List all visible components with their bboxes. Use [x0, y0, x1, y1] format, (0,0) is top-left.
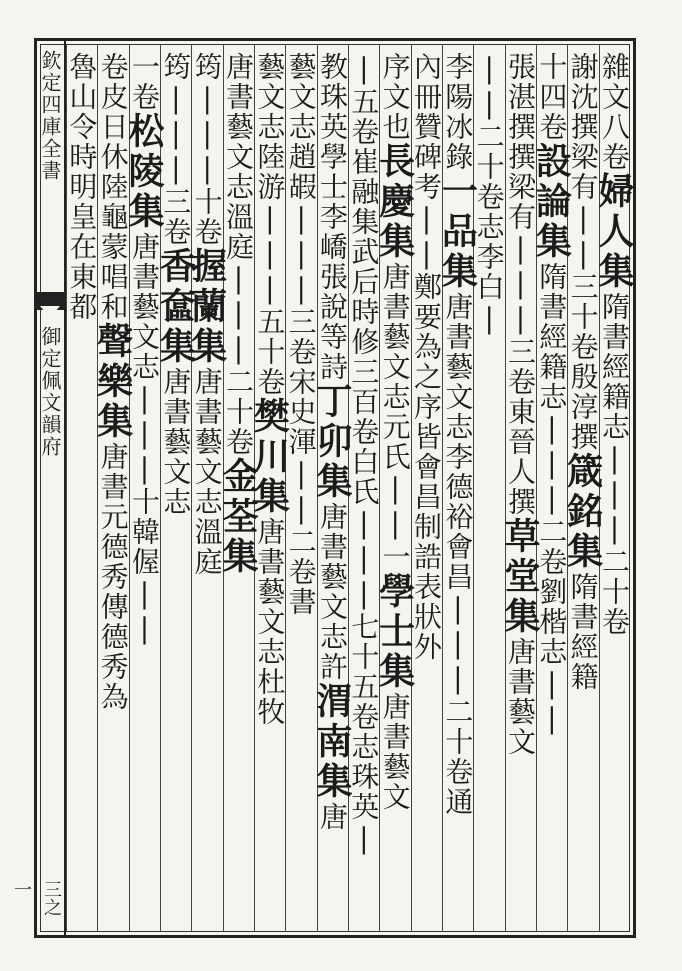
text-segment: 隋書經籍志|||二卷劉楷 — [535, 262, 569, 637]
title-heading: 箴銘集 — [561, 452, 604, 572]
text-segment: 書 — [284, 587, 318, 617]
text-segment: 唐書藝文 — [378, 692, 412, 812]
text-segment: 教珠英學士李嶠張說等詩 — [315, 52, 349, 382]
text-segment: 唐書藝文志杜牧 — [253, 517, 287, 727]
text-segment: 唐書藝文志 — [159, 367, 193, 517]
title-heading: 松陵集 — [122, 112, 165, 232]
title-heading: 草堂集 — [498, 517, 541, 637]
text-column — [122, 44, 165, 932]
text-segment: 唐書元德秀傳德秀為 — [96, 442, 130, 712]
text-segment: 唐書藝文志溫庭 — [190, 367, 224, 577]
text-column — [436, 44, 479, 932]
text-column — [310, 44, 353, 932]
text-column — [498, 44, 541, 932]
text-segment: 藝文志陸游|||五十卷 — [253, 52, 287, 397]
title-heading: 一品集 — [436, 172, 479, 292]
text-segment: 筠|||三卷 — [159, 52, 193, 247]
title-heading: 丁卯集 — [310, 382, 353, 502]
text-segment: 李陽冰錄 — [441, 52, 475, 172]
title-heading: 設論集 — [530, 142, 573, 262]
text-segment: 唐書藝文志許 — [315, 502, 349, 682]
text-segment: 考||鄭要為之序皆會昌制誥表狀外 — [409, 172, 443, 662]
margin-top-title: 欽定四庫全書 — [38, 50, 62, 182]
text-segment: 三十卷殷淳撰 — [566, 272, 600, 452]
title-heading: 握蘭集 — [185, 247, 228, 367]
page-number: 三之一 — [11, 880, 62, 916]
text-segment: 隋書經籍 — [566, 572, 600, 692]
text-segment: 唐書藝文志溫庭 — [221, 52, 255, 262]
text-segment: 筠|||十卷 — [190, 52, 224, 247]
text-segment: 謝沈撰 — [566, 52, 600, 142]
title-heading: 香奩集 — [154, 247, 197, 367]
title-heading: 長慶集 — [373, 142, 416, 262]
text-segment: 唐書藝文志元氏||一 — [378, 262, 412, 572]
text-segment: 十四卷 — [535, 52, 569, 142]
text-segment: 雜文八卷 — [597, 52, 631, 172]
text-segment: ||二十卷 — [472, 52, 506, 212]
text-segment: 唐 — [315, 802, 349, 832]
text-segment: 藝文志趙嘏|||三卷宋史 — [284, 52, 318, 427]
text-segment: 內冊贊碑 — [409, 52, 443, 172]
title-heading: 樊川集 — [248, 397, 291, 517]
text-segment: 一卷 — [127, 52, 161, 112]
text-segment: 隋書經籍志|||二十卷 — [597, 292, 631, 637]
text-segment: 梁有|| — [566, 142, 600, 272]
text-segment: 志|| — [535, 637, 569, 737]
text-segment: 唐書藝文志李德裕會昌|||二十卷通 — [441, 292, 475, 817]
text-segment: 渾||二卷 — [284, 427, 318, 587]
text-column — [91, 44, 134, 932]
text-segment: 序文也 — [378, 52, 412, 142]
title-heading: 聲樂集 — [91, 322, 134, 442]
title-heading: 婦人集 — [592, 172, 635, 292]
margin-bottom-title: 御定佩文韻府 — [38, 326, 62, 458]
text-segment: 唐書藝文志|||十 — [127, 232, 161, 517]
text-segment: 撰梁有||| — [503, 142, 537, 337]
title-heading: 渭南集 — [310, 682, 353, 802]
fishtail-notch — [40, 306, 60, 318]
text-column — [216, 44, 259, 932]
text-segment: |||二十卷 — [221, 262, 255, 457]
text-segment: 卷皮日休陸龜蒙唱和 — [96, 52, 130, 322]
text-segment: 唐書藝文 — [503, 637, 537, 757]
text-column — [185, 44, 228, 932]
text-column — [373, 44, 416, 932]
text-segment: 張湛撰 — [503, 52, 537, 142]
text-segment: 志李白| — [472, 212, 506, 337]
text-segment: 魯山令時明皇在東都 — [65, 52, 99, 322]
title-heading: 金荃集 — [216, 457, 259, 577]
text-segment: 志珠英| — [347, 732, 381, 857]
text-segment: 韓偓|| — [127, 517, 161, 647]
text-column — [530, 44, 573, 932]
title-heading: 學士集 — [373, 572, 416, 692]
text-segment: |五卷崔融集武后時修三 — [347, 52, 381, 387]
text-segment: 百卷白氏|||七十五卷 — [347, 387, 381, 732]
text-segment: 三卷東晉人撰 — [503, 337, 537, 517]
text-column — [66, 44, 97, 932]
